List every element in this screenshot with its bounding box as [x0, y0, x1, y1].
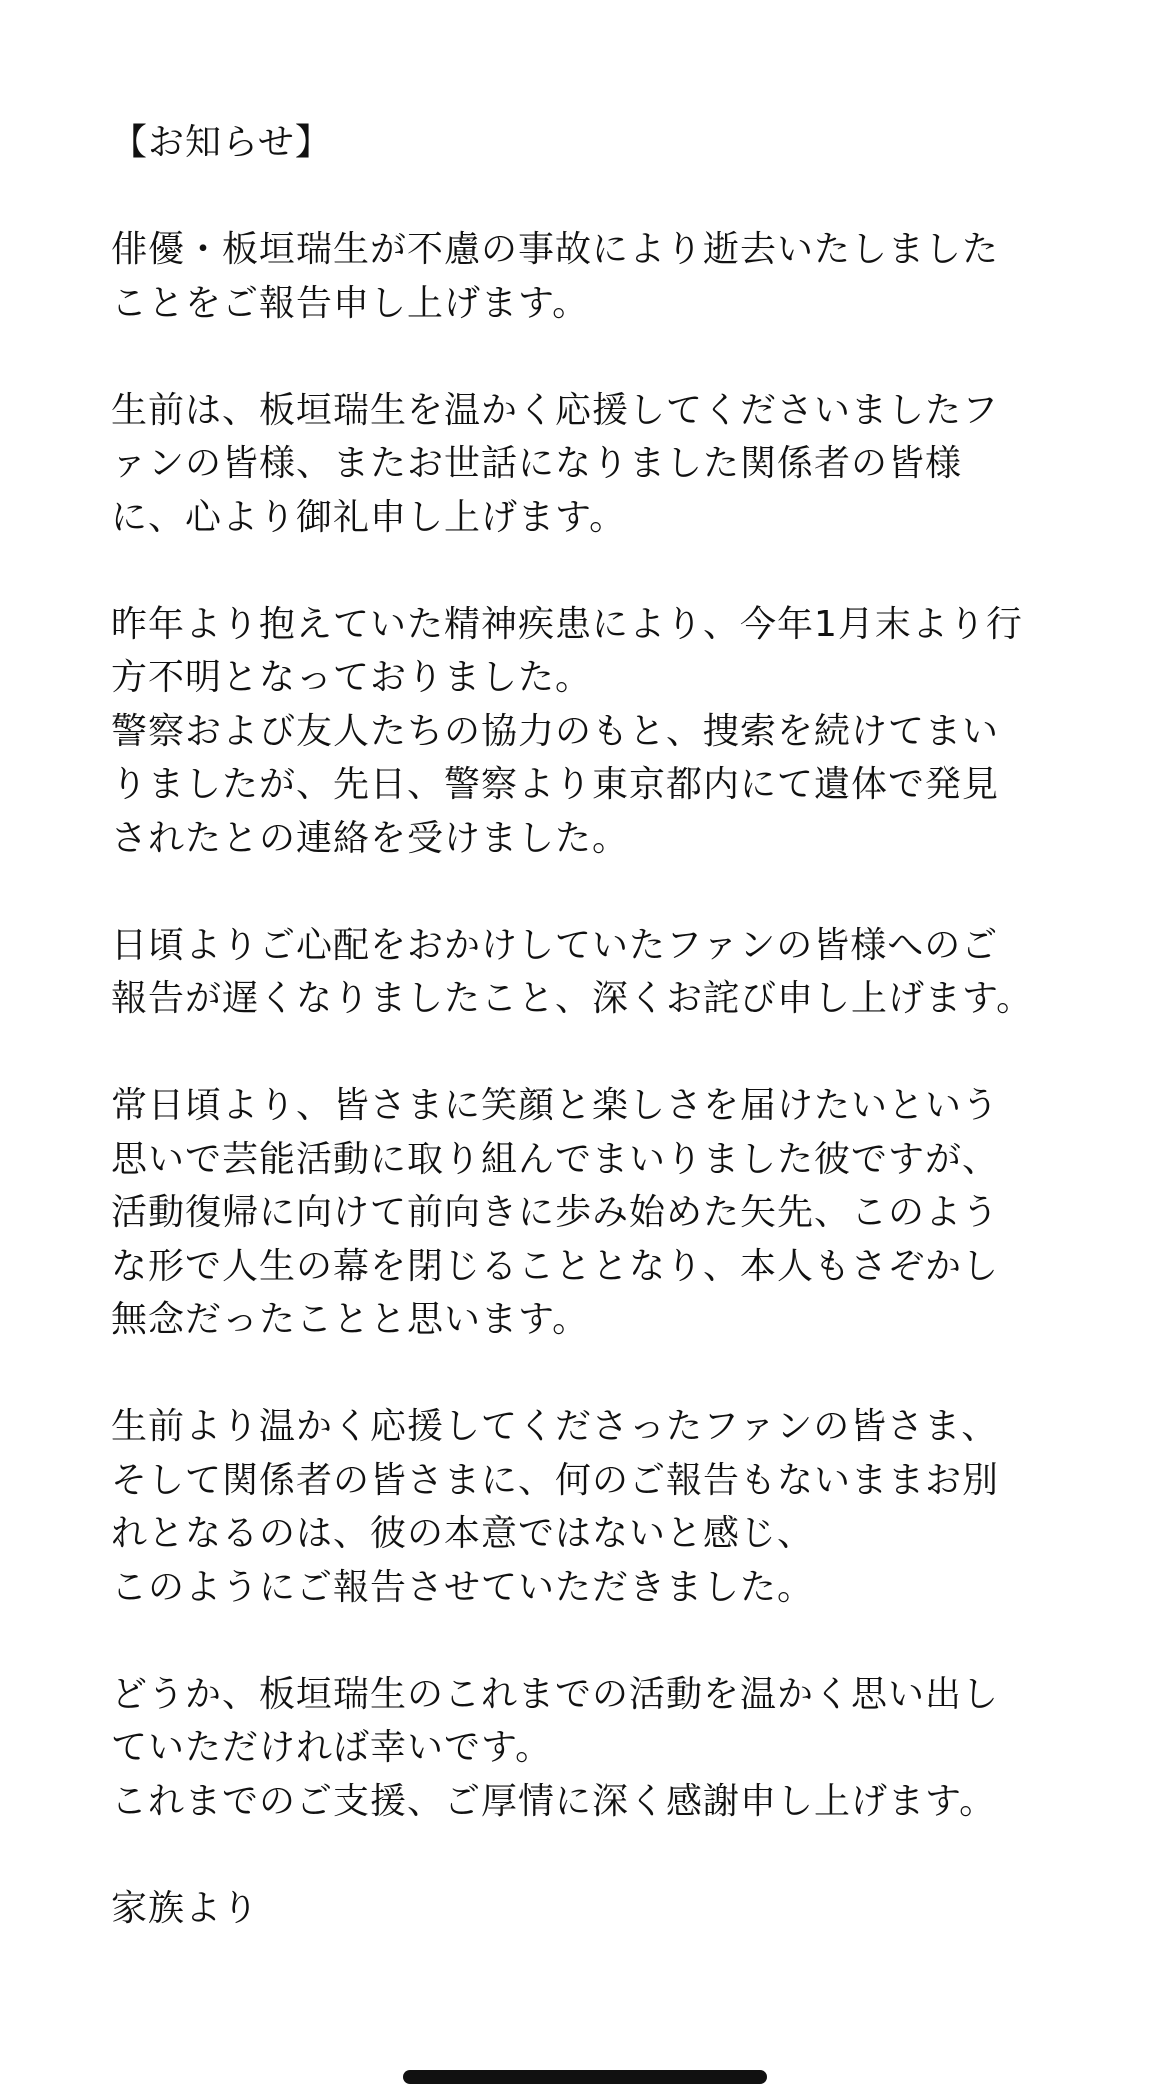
text-line: ていただければ幸いです。	[111, 1727, 553, 1768]
text-line: に、心より御礼申し上げます。	[111, 496, 627, 538]
text-line: 昨年より抱えていた精神疾患により、今年1月末より行	[111, 603, 1023, 645]
paragraph-gap	[111, 170, 1071, 224]
text-line: これまでのご支援、ご厚情に深く感謝申し上げます。	[111, 1780, 997, 1822]
notice-text	[111, 116, 1071, 1935]
home-indicator[interactable]	[403, 2070, 767, 2084]
signature: 家族より	[111, 1887, 260, 1929]
text-line: ァンの皆様、またお世話になりました関係者の皆様	[111, 443, 963, 484]
paragraph-memory	[111, 1079, 1071, 1347]
paragraph-gap	[111, 330, 1071, 384]
paragraph-gap	[111, 865, 1071, 919]
text-line: 報告が遅くなりましたこと、深くお詫び申し上げます。	[111, 978, 1034, 1019]
text-line: 方不明となっておりました。	[111, 657, 593, 698]
paragraph-details	[111, 598, 1071, 866]
paragraph-reason	[111, 1400, 1071, 1614]
paragraph-gap	[111, 1347, 1071, 1401]
paragraph-apology	[111, 919, 1071, 1026]
paragraph-gap	[111, 544, 1071, 598]
text-line: 思いで芸能活動に取り組んでまいりました彼ですが、	[111, 1138, 1000, 1180]
notice-heading: 【お知らせ】	[111, 122, 332, 163]
text-line: されたとの連絡を受けました。	[111, 817, 630, 859]
paragraph-gap	[111, 1026, 1071, 1080]
text-line: 俳優・板垣瑞生が不慮の事故により逝去いたしました	[111, 229, 1000, 270]
text-line: 日頃よりご心配をおかけしていたファンの皆様へのご	[111, 924, 999, 966]
text-line: ことをご報告申し上げます。	[111, 282, 590, 324]
text-line: 活動復帰に向けて前向きに歩み始めた矢先、このよう	[111, 1192, 1000, 1233]
paragraph-gap	[111, 1828, 1071, 1882]
paragraph-closing	[111, 1668, 1071, 1829]
text-line: 警察および友人たちの協力のもと、捜索を続けてまい	[111, 710, 1000, 752]
text-line: 常日頃より、皆さまに笑顔と楽しさを届けたいという	[111, 1085, 1000, 1126]
text-line: 生前より温かく応援してくださったファンの皆さま、	[111, 1406, 999, 1447]
text-line: どうか、板垣瑞生のこれまでの活動を温かく思い出し	[111, 1673, 1000, 1715]
text-line: 生前は、板垣瑞生を温かく応援してくださいましたフ	[111, 389, 1000, 431]
paragraph-thanks	[111, 384, 1071, 545]
text-line: れとなるのは、彼の本意ではないと感じ、	[111, 1513, 815, 1554]
text-line: そして関係者の皆さまに、何のご報告もないままお別	[111, 1459, 1000, 1501]
text-line: な形で人生の幕を閉じることとなり、本人もさぞかし	[111, 1245, 1000, 1287]
text-line: このようにご報告させていただきました。	[111, 1566, 815, 1608]
paragraph-announcement	[111, 223, 1071, 330]
text-line: 無念だったことと思います。	[111, 1299, 590, 1340]
paragraph-gap	[111, 1614, 1071, 1668]
text-line: りましたが、先日、警察より東京都内にて遺体で発見	[111, 764, 1000, 805]
